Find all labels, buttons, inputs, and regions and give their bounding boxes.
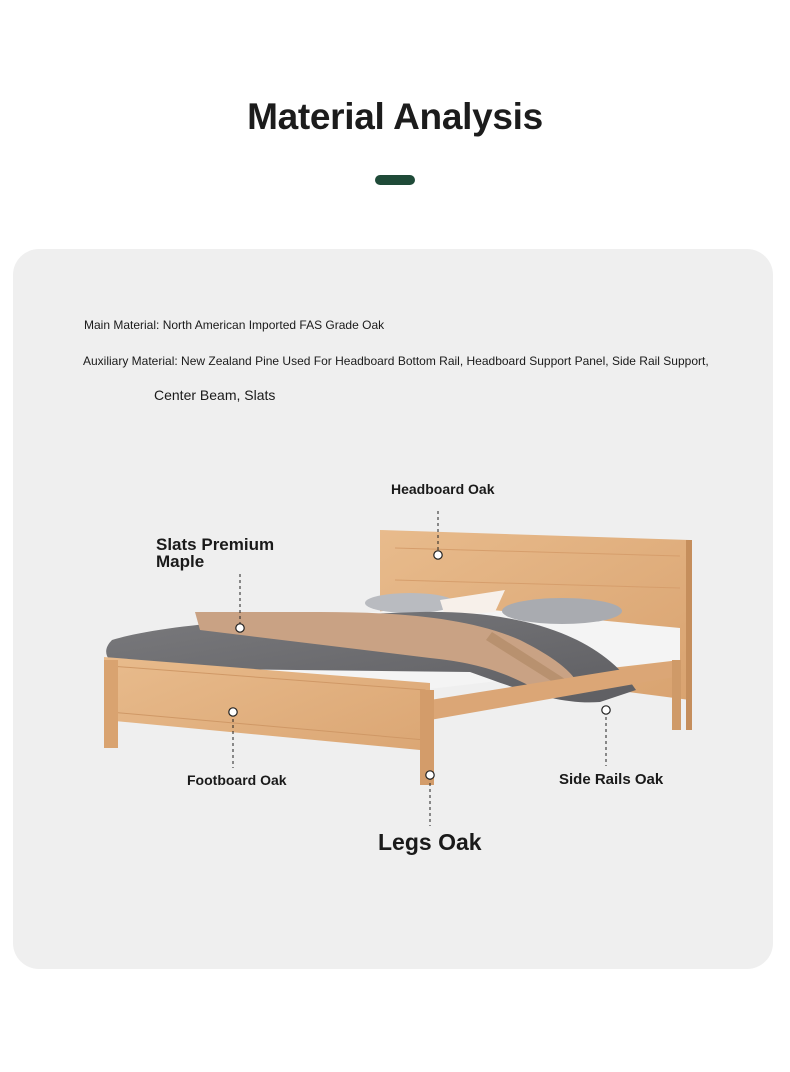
slats-dot	[236, 624, 244, 632]
side-rails-label: Side Rails Oak	[559, 771, 664, 788]
legs-dot	[426, 771, 434, 779]
legs-label: Legs Oak	[378, 829, 482, 855]
slats-label: Slats Premium Maple	[156, 535, 275, 571]
footboard-dot	[229, 708, 237, 716]
auxiliary-material-text: Auxiliary Material: New Zealand Pine Used For Headboard Bottom Rail, Headboard Support Panel, Side Rail Support,	[83, 354, 709, 368]
main-material-text: Main Material: North American Imported FAS Grade Oak	[84, 318, 385, 332]
headboard-label: Headboard Oak	[391, 481, 495, 497]
side-rails-dot	[602, 706, 610, 714]
page-title: Material Analysis	[247, 96, 543, 137]
headboard-dot	[434, 551, 442, 559]
footboard-label: Footboard Oak	[187, 772, 287, 788]
auxiliary-material-text-continued: Center Beam, Slats	[154, 387, 276, 403]
